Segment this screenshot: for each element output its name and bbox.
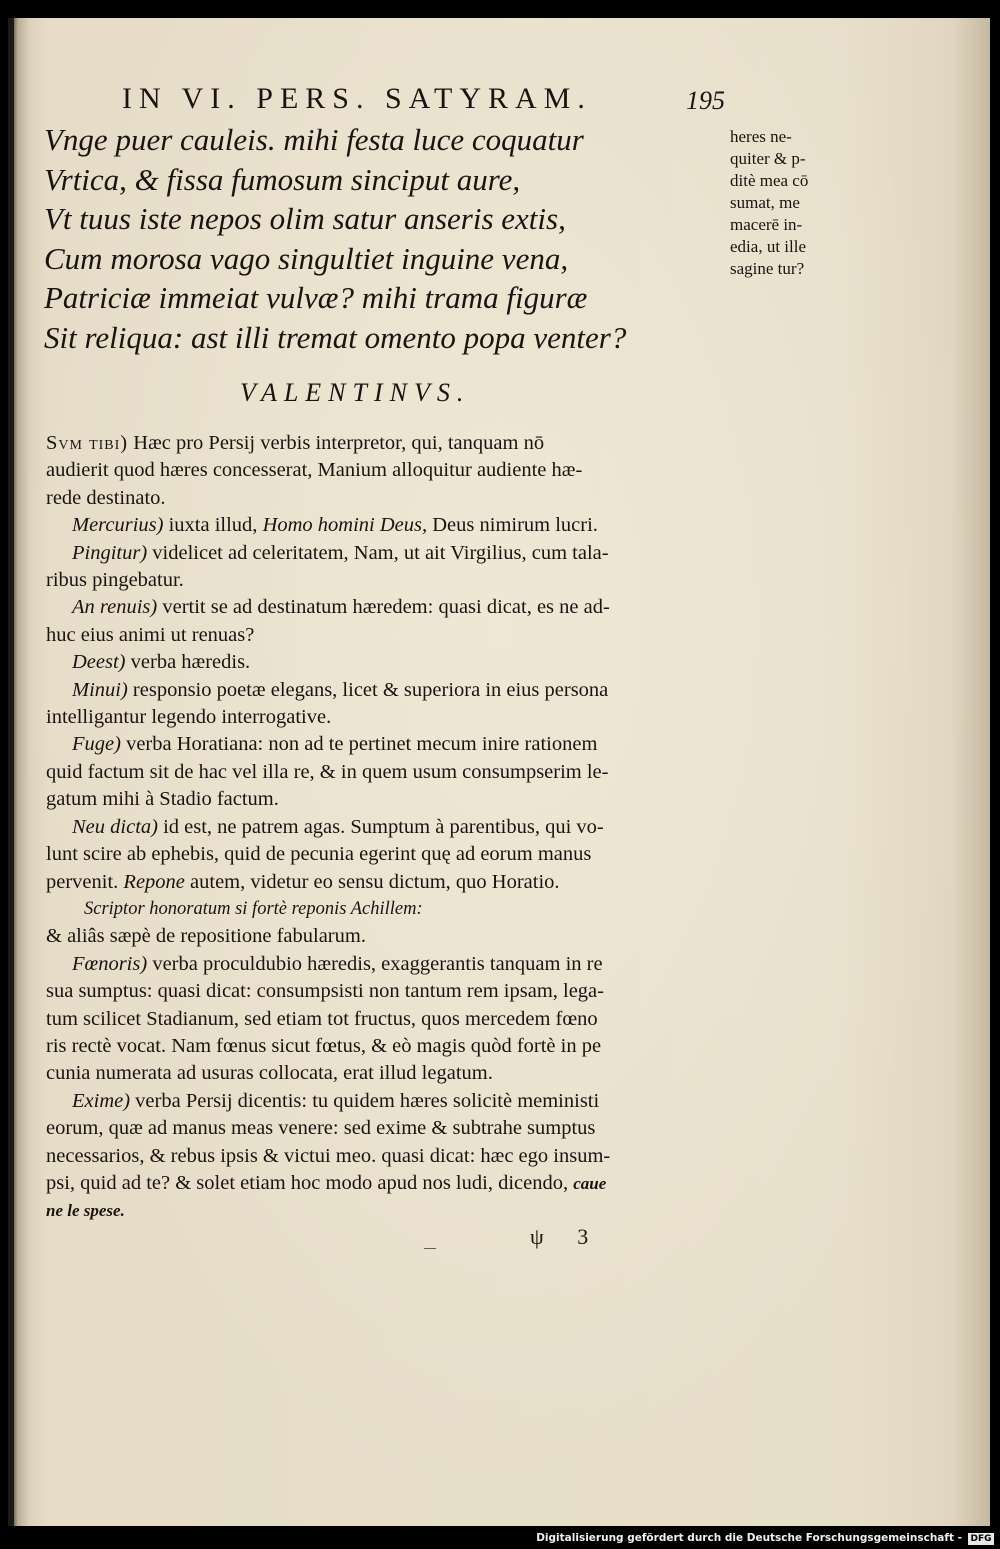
lemma: Neu dicta) bbox=[72, 815, 158, 838]
marginal-line: sagine tur? bbox=[730, 259, 805, 278]
gloss: responsio poetæ elegans, licet & superiora in eius persona bbox=[127, 678, 609, 701]
gloss: verba proculdubio hæredis, exaggerantis tanquam in re bbox=[147, 952, 603, 975]
running-head: IN VI. PERS. SATYRAM. bbox=[122, 82, 592, 115]
inline-quote: Homo homini Deus, bbox=[262, 514, 428, 537]
gloss: vertit se ad destinatum hæredem: quasi dicat, es ne ad- bbox=[157, 596, 610, 619]
marginal-line: heres ne- bbox=[730, 127, 792, 146]
inline-quote: Repone bbox=[123, 870, 185, 893]
commentary-line bbox=[46, 1088, 722, 1115]
commentary-line: ribus pingebatur. bbox=[46, 569, 184, 592]
inline-quote: ne le spese. bbox=[46, 1201, 125, 1221]
commentary-line bbox=[46, 594, 722, 621]
gloss: psi, quid ad te? & solet etiam hoc modo apud nos ludi, dicendo, bbox=[46, 1171, 574, 1194]
commentary-line bbox=[46, 677, 722, 704]
gloss: Hæc pro Persij verbis interpretor, qui, tanquam nō bbox=[128, 432, 545, 454]
gloss: verba hæredis. bbox=[125, 651, 251, 674]
verse-line: Vrtica, & fissa fumosum sinciput aure, bbox=[44, 161, 521, 197]
commentary-line: huc eius animi ut renuas? bbox=[46, 623, 255, 646]
verse-line: Sit reliqua: ast illi tremat omento popa venter? bbox=[44, 319, 627, 355]
gloss: pervenit. bbox=[46, 870, 124, 893]
lemma: Minui) bbox=[72, 678, 128, 701]
commentary-line: tum scilicet Stadianum, sed etiam tot fructus, quos mercedem fœno bbox=[46, 1007, 598, 1030]
gloss: iuxta illud, bbox=[163, 514, 263, 537]
lemma: Deest) bbox=[72, 651, 126, 674]
commentary-line bbox=[46, 814, 722, 841]
lemma: Mercurius) bbox=[72, 514, 164, 537]
marginal-line: quiter & p- bbox=[730, 149, 806, 168]
commentary-line: & aliâs sæpè de repositione fabularum. bbox=[46, 925, 366, 948]
commentary-line bbox=[46, 951, 722, 978]
commentary-line: ris rectè vocat. Nam fœnus sicut fœtus, & eò magis quòd fortè in pe bbox=[46, 1034, 602, 1057]
commentary-line: intelligantur legendo interrogative. bbox=[46, 706, 332, 729]
marginal-line: sumat, me bbox=[730, 193, 800, 212]
commentary-line: quid factum sit de hac vel illa re, & in quem usum consumpserim le- bbox=[46, 760, 609, 783]
commentary-line bbox=[46, 512, 722, 539]
marginal-line: edia, ut ille bbox=[730, 237, 807, 256]
gloss: id est, ne patrem agas. Sumptum à parentibus, qui vo- bbox=[157, 815, 604, 838]
verse-block bbox=[44, 120, 684, 357]
lemma: An renuis) bbox=[72, 596, 158, 619]
ink-mark bbox=[424, 1248, 436, 1249]
commentary-line bbox=[46, 1170, 722, 1197]
commentary-line: audierit quod hæres concesserat, Manium alloquitur audiente hæ- bbox=[46, 459, 583, 482]
lemma: Svm tibi) bbox=[46, 432, 129, 454]
marginal-note bbox=[730, 126, 840, 280]
page-header bbox=[0, 82, 1000, 122]
inline-quote: caue bbox=[573, 1173, 607, 1193]
commentary-line bbox=[46, 869, 722, 896]
commentary-line bbox=[46, 430, 722, 457]
commentary-line bbox=[46, 649, 722, 676]
marginal-line: ditè mea cō bbox=[730, 171, 809, 190]
lemma: Pingitur) bbox=[72, 541, 148, 564]
book-spine-edge bbox=[8, 18, 14, 1526]
verse-line: Vnge puer cauleis. mihi festa luce coquatur bbox=[44, 122, 584, 157]
lemma: Fœnoris) bbox=[72, 952, 148, 975]
commentary-line: eorum, quæ ad manus meas venere: sed exime & subtrahe sumptus bbox=[46, 1117, 596, 1140]
gloss: verba Horatiana: non ad te pertinet mecum inire rationem bbox=[120, 733, 598, 756]
commentary-line: lunt scire ab ephebis, quid de pecunia egerint quę ad eorum manus bbox=[46, 843, 592, 866]
marginal-line: macerē in- bbox=[730, 215, 803, 234]
lemma: Fuge) bbox=[72, 733, 121, 756]
verse-line: Patriciæ immeiat vulvæ? mihi trama figuræ bbox=[44, 280, 588, 315]
page-number: 195 bbox=[686, 86, 725, 115]
gloss: Deus nimirum lucri. bbox=[427, 514, 598, 537]
lemma: Exime) bbox=[72, 1089, 131, 1112]
section-title: VALENTINVS. bbox=[240, 378, 471, 407]
commentary-line bbox=[46, 731, 722, 758]
commentary-line: gatum mihi à Stadio factum. bbox=[46, 788, 279, 811]
gloss: videlicet ad celeritatem, Nam, ut ait Virgilius, cum tala- bbox=[147, 541, 609, 564]
commentary-line: rede destinato. bbox=[46, 486, 166, 509]
commentary-line: sua sumptus: quasi dicat: consumpsisti non tantum rem ipsam, lega- bbox=[46, 980, 604, 1003]
commentary-text bbox=[46, 430, 722, 1225]
digitization-credit: Digitalisierung gefördert durch die Deutsche Forschungsgemeinschaft - bbox=[536, 1532, 962, 1544]
verse-line: Cum morosa vago singultiet inguine vena, bbox=[44, 240, 569, 276]
commentary-line: cunia numerata ad usuras collocata, erat illud legatum. bbox=[46, 1062, 493, 1085]
commentary-line: necessarios, & rebus ipsis & victui meo. quasi dicat: hæc ego insum- bbox=[46, 1144, 611, 1167]
commentary-line bbox=[46, 540, 722, 567]
dfg-logo: DFG bbox=[968, 1533, 994, 1545]
gloss: verba Persij dicentis: tu quidem hæres solicitè meministi bbox=[130, 1089, 600, 1112]
signature-mark: ψ 3 bbox=[530, 1224, 603, 1249]
quoted-verse: Scriptor honoratum si fortè reponis Achillem: bbox=[84, 898, 423, 919]
commentary-line bbox=[46, 1197, 722, 1224]
verse-line: Vt tuus iste nepos olim satur anseris extis, bbox=[44, 201, 566, 236]
gloss: autem, videtur eo sensu dictum, quo Horatio. bbox=[184, 870, 560, 893]
